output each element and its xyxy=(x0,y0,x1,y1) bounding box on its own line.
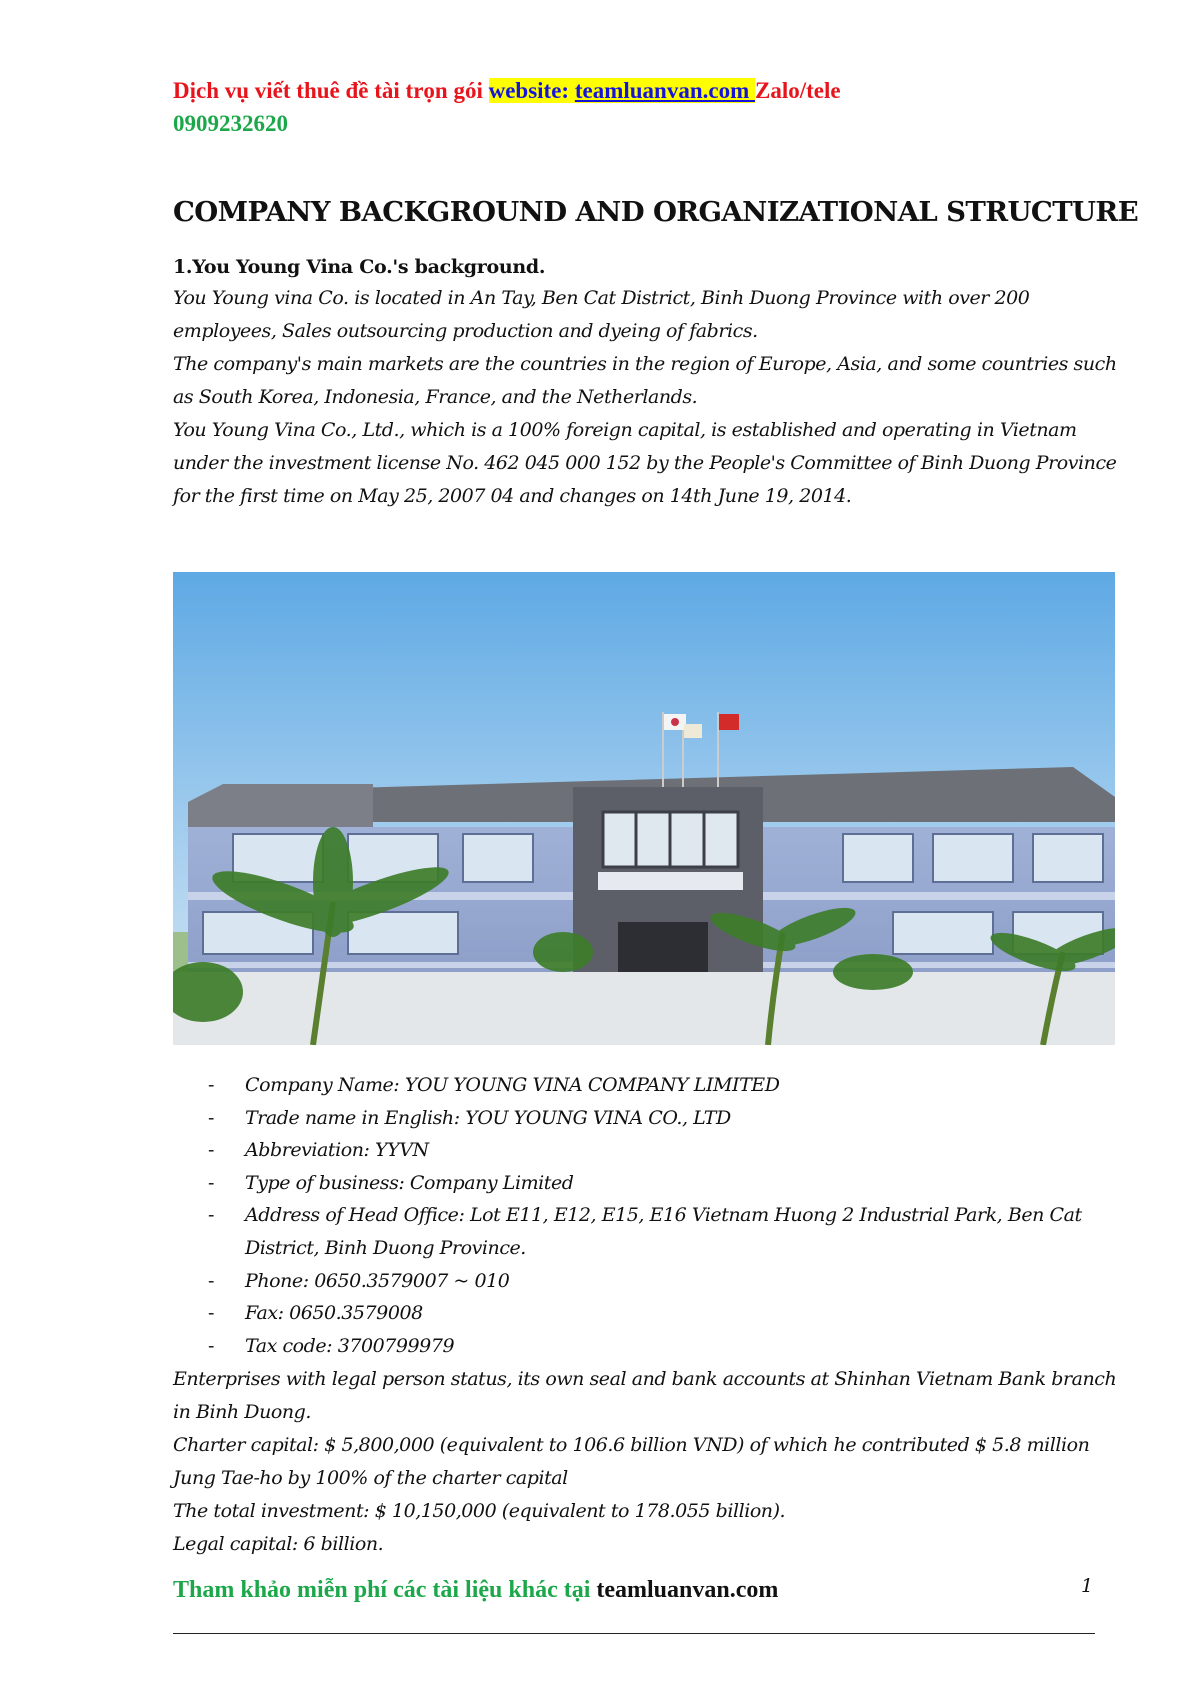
closing-paragraph: The total investment: $ 10,150,000 (equivalent to 178.055 billion). xyxy=(173,1500,786,1522)
detail-text: Phone: 0650.3579007 ~ 010 xyxy=(245,1269,510,1292)
detail-text: Type of business: Company Limited xyxy=(245,1171,574,1194)
promo-header xyxy=(173,74,1053,140)
bullet-dash: - xyxy=(208,1334,214,1357)
document-title: COMPANY BACKGROUND AND ORGANIZATIONAL STRUCTURE xyxy=(173,196,1139,228)
list-item xyxy=(208,1297,1128,1330)
footer-text: Tham khảo miễn phí các tài liệu khác tại xyxy=(173,1577,597,1603)
footer-site-link[interactable]: teamluanvan.com xyxy=(596,1577,779,1603)
list-item xyxy=(208,1330,1128,1363)
list-item xyxy=(208,1134,1128,1167)
list-item xyxy=(208,1265,1128,1298)
bullet-dash: - xyxy=(208,1204,214,1227)
detail-text: Trade name in English: YOU YOUNG VINA CO., LTD xyxy=(245,1106,731,1129)
company-details-list xyxy=(208,1069,1128,1362)
website-link[interactable]: teamluanvan.com xyxy=(574,78,756,103)
footer-divider xyxy=(173,1633,1095,1634)
footer-promo xyxy=(173,1577,778,1604)
bullet-dash: - xyxy=(208,1139,214,1162)
detail-text: Abbreviation: YYVN xyxy=(245,1139,429,1162)
company-building-photo xyxy=(173,572,1115,1045)
detail-text: Company Name: YOU YOUNG VINA COMPANY LIMITED xyxy=(245,1074,780,1096)
list-item xyxy=(208,1167,1128,1200)
intro-paragraph: You Young Vina Co., Ltd., which is a 100% foreign capital, is established and operating in Vietnam under the investment license No. 462 045 000 152 by the People's Committee of Binh Duong Province for the first time on May 25, 2007 04 and changes on 14th June 19, 2014. xyxy=(173,419,1117,507)
closing-paragraph: Legal capital: 6 billion. xyxy=(173,1533,384,1555)
service-text: Dịch vụ viết thuê đề tài trọn gói xyxy=(173,78,489,103)
background-section xyxy=(173,252,1123,513)
closing-paragraph: Charter capital: $ 5,800,000 (equivalent to 106.6 billion VND) of which he contributed $ 5.8 million Jung Tae-ho by 100% of the charter capital xyxy=(173,1434,1090,1489)
intro-paragraph: The company's main markets are the countries in the region of Europe, Asia, and some countries such as South Korea, Indonesia, France, and the Netherlands. xyxy=(173,353,1117,408)
bullet-dash: - xyxy=(208,1302,214,1325)
detail-text: Fax: 0650.3579008 xyxy=(245,1302,423,1325)
detail-text: Address of Head Office: Lot E11, E12, E15, E16 Vietnam Huong 2 Industrial Park, Ben Cat District, Binh Duong Province. xyxy=(245,1204,1082,1259)
bullet-dash: - xyxy=(208,1106,214,1129)
list-item xyxy=(208,1199,1128,1264)
list-item xyxy=(208,1102,1128,1135)
bullet-dash: - xyxy=(208,1269,214,1292)
bullet-dash: - xyxy=(208,1171,214,1194)
website-label: website: xyxy=(488,78,575,103)
contact-phone: 0909232620 xyxy=(173,111,288,136)
intro-paragraph: You Young vina Co. is located in An Tay, Ben Cat District, Binh Duong Province with over 200 employees, Sales outsourcing production and dyeing of fabrics. xyxy=(173,287,1030,342)
bullet-dash: - xyxy=(208,1074,214,1096)
contact-label: Zalo/tele xyxy=(755,78,841,103)
list-item xyxy=(208,1069,1128,1102)
detail-text: Tax code: 3700799979 xyxy=(245,1334,455,1357)
section-heading: 1.You Young Vina Co.'s background. xyxy=(173,256,546,278)
closing-section xyxy=(173,1363,1133,1561)
closing-paragraph: Enterprises with legal person status, its own seal and bank accounts at Shinhan Vietnam Bank branch in Binh Duong. xyxy=(173,1368,1117,1423)
page-number: 1 xyxy=(1081,1575,1094,1597)
